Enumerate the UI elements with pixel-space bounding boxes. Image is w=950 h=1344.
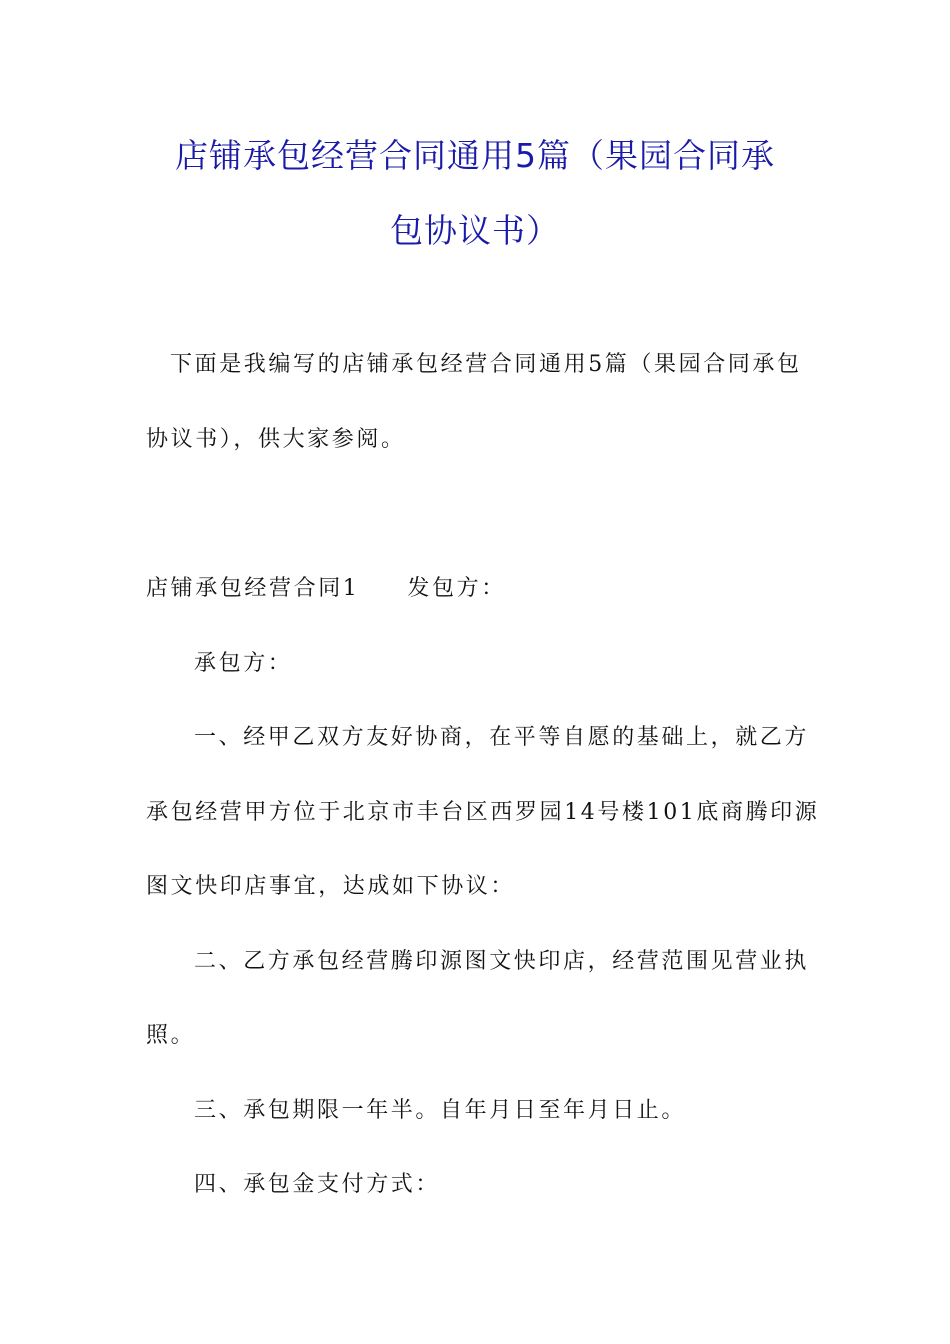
document-title-line-1: 店铺承包经营合同通用5篇（果园合同承	[175, 136, 775, 175]
clause-4: 四、承包金支付方式：	[194, 1172, 441, 1197]
clause-1-line-2: 承包经营甲方位于北京市丰台区西罗园14号楼101底商腾印源	[146, 800, 820, 825]
intro-line-2: 协议书），供大家参阅。	[146, 427, 406, 452]
clause-3: 三、承包期限一年半。自年月日至年月日止。	[194, 1098, 687, 1123]
party-a-label: 发包方：	[407, 576, 506, 601]
contract-heading-row	[146, 571, 506, 602]
clause-2-line-1: 二、乙方承包经营腾印源图文快印店，经营范围见营业执	[194, 949, 810, 974]
party-b-label: 承包方：	[194, 651, 293, 676]
clause-1-line-3: 图文快印店事宜，达成如下协议：	[146, 874, 516, 899]
contract-heading: 店铺承包经营合同1	[146, 576, 360, 601]
clause-2-line-2: 照。	[146, 1023, 196, 1048]
clause-1-line-1: 一、经甲乙双方友好协商，在平等自愿的基础上，就乙方	[194, 725, 810, 750]
document-title-line-2: 包协议书）	[390, 211, 560, 250]
intro-line-1: 下面是我编写的店铺承包经营合同通用5篇（果园合同承包	[170, 352, 802, 377]
